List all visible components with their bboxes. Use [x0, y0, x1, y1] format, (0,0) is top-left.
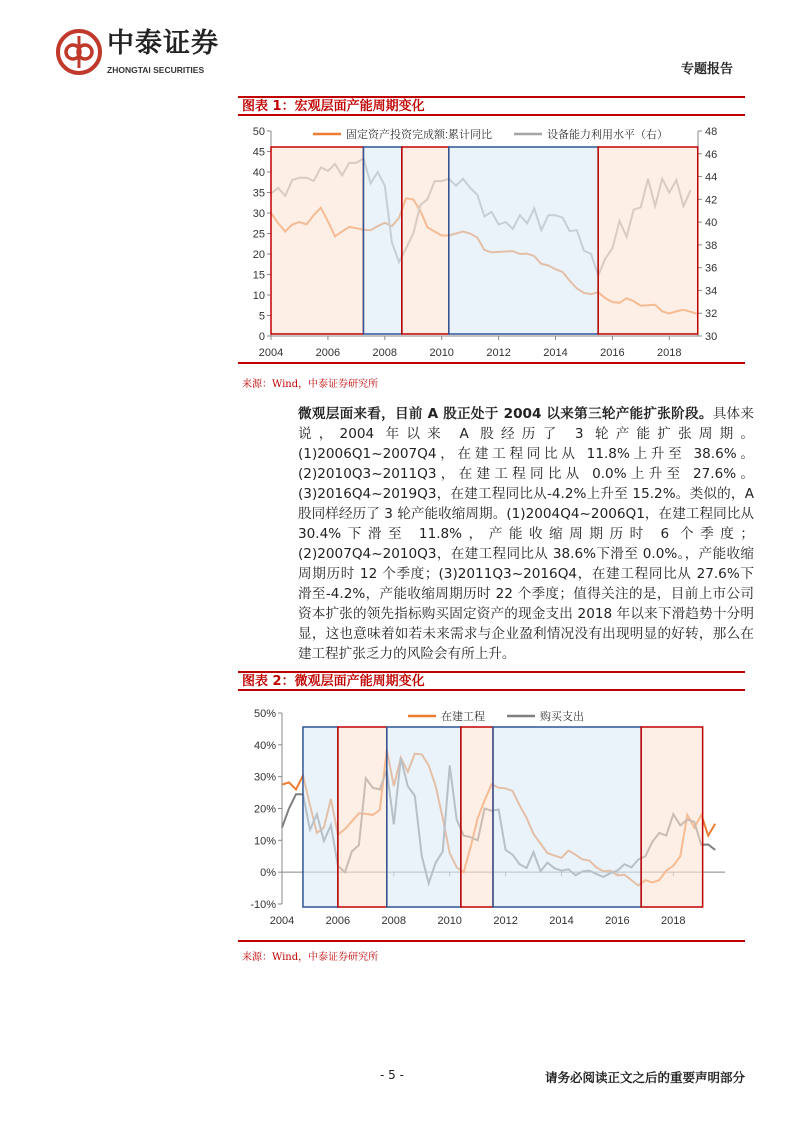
- figure2-source: 来源：Wind，中泰证券研究所: [242, 952, 379, 963]
- figure1-title-rule: [238, 114, 745, 116]
- y-right-tick-label: 44: [705, 171, 718, 184]
- x-tick-label: 2018: [661, 915, 686, 927]
- figure1-chart: [238, 118, 745, 360]
- y-right-tick-label: 32: [705, 308, 718, 321]
- y-tick-label: 45: [252, 146, 265, 159]
- phase-box-expansion: [338, 727, 387, 907]
- y-tick-label: 10%: [253, 835, 276, 848]
- phase-box-expansion: [402, 147, 449, 334]
- phase-box-expansion: [271, 147, 363, 334]
- x-tick-label: 2014: [543, 347, 568, 359]
- x-tick-label: 2010: [429, 347, 454, 359]
- x-tick-label: 2012: [493, 915, 518, 927]
- y-tick-label: 25: [252, 228, 265, 241]
- logo-chinese-name: 中泰证券: [107, 28, 219, 59]
- legend-label-2: 购买支出: [540, 711, 584, 723]
- x-tick-label: 2016: [600, 347, 625, 359]
- y-tick-label: 10: [252, 290, 265, 302]
- disclaimer-note: 请务必阅读正文之后的重要声明部分: [544, 1070, 745, 1085]
- y-right-tick-label: 38: [705, 239, 718, 252]
- figure2-top-rule: [238, 671, 745, 673]
- y-tick-label: 50%: [253, 708, 276, 720]
- y-right-tick-label: 40: [705, 217, 718, 230]
- x-tick-label: 2012: [486, 347, 511, 359]
- y-tick-label: 5: [258, 310, 265, 323]
- y-tick-label: 40: [252, 167, 265, 179]
- x-tick-label: 2006: [325, 915, 351, 927]
- legend-label-1: 固定资产投资完成额:累计同比: [346, 129, 493, 141]
- y-tick-label: 20: [252, 249, 265, 261]
- x-tick-label: 2010: [437, 915, 462, 927]
- y-right-tick-label: 36: [705, 262, 718, 275]
- y-right-tick-label: 30: [705, 331, 718, 343]
- phase-box-expansion: [641, 727, 702, 907]
- figure2-title: 图表 2：微观层面产能周期变化: [242, 674, 425, 689]
- y-tick-label: 0%: [260, 867, 276, 880]
- company-logo: [55, 28, 245, 78]
- legend-label-2: 设备能力利用水平（右）: [547, 129, 669, 141]
- logo-english-name: ZHONGTAI SECURITIES: [107, 65, 205, 75]
- y-tick-label: -10%: [250, 899, 276, 911]
- zhongtai-logo-icon: [55, 28, 103, 76]
- y-tick-label: 30%: [253, 771, 276, 784]
- phase-box-expansion: [598, 147, 698, 334]
- y-tick-label: 15: [252, 269, 265, 282]
- y-right-tick-label: 34: [705, 285, 718, 298]
- body-text: 具体来说，2004 年以来 A 股经历了 3 轮产能扩张周期。(1)2006Q1~2007Q4，在建工程同比从 11.8%上升至 38.6%。(2)2010Q3~2011Q3，在建工程同比从 0.0%上升至 27.6%。(3)2016Q4~2019Q3，在建工程同比从-4.2%上升至 15.2%。类似的，A 股同样经历了 3 轮产能收缩周期。(1)2004Q4~2006Q1，在建工程同比从 30.4%下滑至 11.8%，产能收缩周期历时 6 个季度；(2)2007Q4~2010Q3，在建工程同比从 38.6%下滑至 0.0%。，产能收缩周期历时 12 个季度；(3)2011Q3~2016Q4，在建工程同比从 27.6%下滑至-4.2%，产能收缩周期历时 22 个季度；值得关注的是，目前上市公司资本扩张的领先指标购买固定资产的现金支出 2018 年以来下滑趋势十分明显，这也意味着如若未来需求与企业盈利情况没有出现明显的好转，那么在建工程扩张乏力的风险会有所上升。: [298, 406, 754, 662]
- x-tick-label: 2018: [657, 347, 682, 359]
- figure2-chart: [238, 694, 745, 936]
- y-tick-label: 40%: [253, 739, 276, 752]
- phase-box-contraction: [363, 147, 401, 334]
- body-lead-sentence: 微观层面来看，目前 A 股正处于 2004 以来第三轮产能扩张阶段。: [298, 406, 713, 422]
- figure2-title-rule: [238, 689, 745, 691]
- y-tick-label: 50: [252, 126, 265, 138]
- y-tick-label: 30: [252, 208, 265, 220]
- figure1-source: 来源：Wind，中泰证券研究所: [242, 379, 379, 390]
- y-right-tick-label: 46: [705, 148, 718, 161]
- report-type-label: 专题报告: [680, 62, 733, 77]
- figure2-bottom-rule: [238, 940, 745, 942]
- x-tick-label: 2006: [315, 347, 341, 359]
- page-number: - 5 -: [380, 1068, 404, 1082]
- x-tick-label: 2016: [605, 915, 630, 927]
- x-tick-label: 2008: [381, 915, 407, 927]
- figure1-title: 图表 1：宏观层面产能周期变化: [242, 99, 425, 114]
- y-tick-label: 35: [252, 187, 265, 200]
- y-right-tick-label: 48: [705, 126, 718, 138]
- x-tick-label: 2004: [258, 347, 284, 359]
- phase-box-contraction: [303, 727, 338, 907]
- figure1-top-rule: [238, 96, 745, 98]
- x-tick-label: 2004: [269, 915, 295, 927]
- phase-box-contraction: [449, 147, 598, 334]
- figure1-bottom-rule: [238, 362, 745, 364]
- y-right-tick-label: 42: [705, 194, 718, 207]
- y-tick-label: 20%: [253, 803, 276, 816]
- x-tick-label: 2008: [372, 347, 398, 359]
- legend-label-1: 在建工程: [441, 711, 485, 723]
- phase-box-expansion: [461, 727, 493, 907]
- phase-box-contraction: [387, 727, 461, 907]
- y-tick-label: 0: [258, 331, 265, 343]
- body-paragraph: [298, 404, 754, 664]
- x-tick-label: 2014: [549, 915, 574, 927]
- phase-box-contraction: [493, 727, 641, 907]
